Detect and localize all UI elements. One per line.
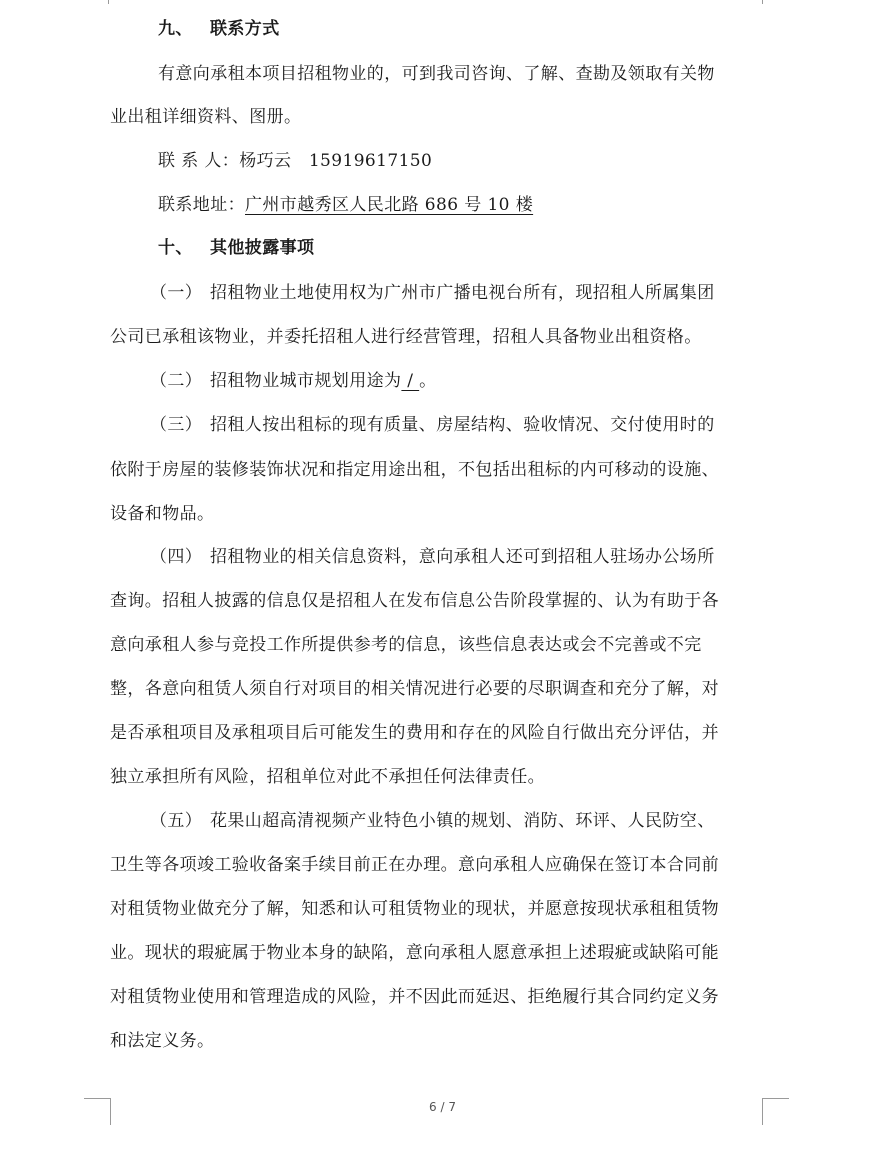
item-label: （三） bbox=[150, 415, 203, 435]
contact-address-line bbox=[158, 194, 533, 216]
item-5-line-6: 和法定义务。 bbox=[110, 1031, 215, 1051]
item-text-end: 。 bbox=[419, 371, 437, 391]
crop-mark-top-right bbox=[762, 0, 787, 4]
paragraph-line: 业出租详细资料、图册。 bbox=[110, 107, 302, 127]
item-4-line-6: 独立承担所有风险，招租单位对此不承担任何法律责任。 bbox=[110, 767, 545, 787]
item-label: （二） bbox=[150, 371, 203, 391]
contact-name: 杨巧云 bbox=[239, 151, 292, 171]
item-5-line-3: 对租赁物业做充分了解，知悉和认可租赁物业的现状，并愿意按现状承租租赁物 bbox=[110, 899, 719, 919]
item-text: 招租物业土地使用权为广州市广播电视台所有，现招租人所属集团 bbox=[210, 283, 715, 303]
page-number: 6 / 7 bbox=[429, 1100, 456, 1114]
item-4-line-1 bbox=[150, 546, 715, 568]
item-text: 招租物业城市规划用途为 bbox=[210, 371, 402, 391]
item-2-line-1 bbox=[150, 370, 437, 392]
planned-use-value: / bbox=[401, 371, 420, 391]
contact-phone: 15919617150 bbox=[308, 151, 433, 171]
section-title: 联系方式 bbox=[210, 19, 280, 39]
item-4-line-3: 意向承租人参与竞投工作所提供参考的信息，该些信息表达或会不完善或不完 bbox=[110, 635, 702, 655]
address-label: 联系地址： bbox=[158, 195, 245, 215]
item-3-line-1 bbox=[150, 414, 715, 436]
section-heading-9 bbox=[158, 18, 280, 40]
item-1-line-2: 公司已承租该物业，并委托招租人进行经营管理，招租人具备物业出租资格。 bbox=[110, 327, 702, 347]
crop-mark-top-left bbox=[84, 0, 109, 4]
contact-label: 联 系 人： bbox=[158, 151, 240, 171]
item-text: 招租人按出租标的现有质量、房屋结构、验收情况、交付使用时的 bbox=[210, 415, 715, 435]
item-5-line-4: 业。现状的瑕疵属于物业本身的缺陷，意向承租人愿意承担上述瑕疵或缺陷可能 bbox=[110, 943, 719, 963]
item-text: 招租物业的相关信息资料，意向承租人还可到招租人驻场办公场所 bbox=[210, 547, 715, 567]
contact-person-line bbox=[158, 150, 432, 172]
item-4-line-2: 查询。招租人披露的信息仅是招租人在发布信息公告阶段掌握的、认为有助于各 bbox=[110, 591, 719, 611]
section-heading-10 bbox=[158, 237, 314, 259]
item-5-line-5: 对租赁物业使用和管理造成的风险，并不因此而延迟、拒绝履行其合同约定义务 bbox=[110, 987, 719, 1007]
paragraph-line: 有意向承租本项目招租物业的，可到我司咨询、了解、查勘及领取有关物 bbox=[158, 64, 715, 84]
section-title: 其他披露事项 bbox=[210, 238, 315, 258]
item-5-line-2: 卫生等各项竣工验收备案手续目前正在办理。意向承租人应确保在签订本合同前 bbox=[110, 855, 719, 875]
item-label: （一） bbox=[150, 283, 203, 303]
item-3-line-3: 设备和物品。 bbox=[110, 504, 215, 524]
item-text: 花果山超高清视频产业特色小镇的规划、消防、环评、人民防空、 bbox=[210, 811, 715, 831]
item-5-line-1 bbox=[150, 810, 715, 832]
section-number: 九、 bbox=[158, 19, 193, 39]
section-number: 十、 bbox=[158, 238, 193, 258]
item-label: （四） bbox=[150, 547, 203, 567]
item-3-line-2: 依附于房屋的装修装饰状况和指定用途出租，不包括出租标的内可移动的设施、 bbox=[110, 460, 719, 480]
item-label: （五） bbox=[150, 811, 203, 831]
item-4-line-4: 整，各意向租赁人须自行对项目的相关情况进行必要的尽职调查和充分了解，对 bbox=[110, 679, 719, 699]
item-4-line-5: 是否承租项目及承租项目后可能发生的费用和存在的风险自行做出充分评估，并 bbox=[110, 723, 719, 743]
item-1-line-1 bbox=[150, 282, 715, 304]
address-value: 广州市越秀区人民北路 686 号 10 楼 bbox=[245, 195, 534, 215]
